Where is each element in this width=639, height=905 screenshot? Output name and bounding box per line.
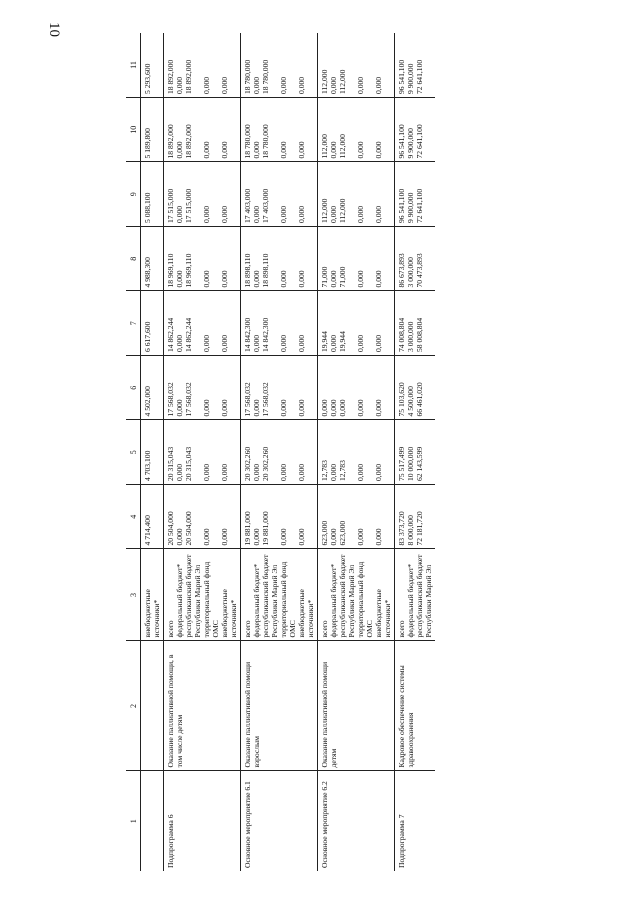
funding-source-label: федеральный бюджет*: [329, 563, 338, 638]
value-column: [164, 485, 241, 550]
value-cell: 0,000: [220, 528, 229, 546]
value-cell: 0,000: [356, 528, 365, 546]
value-cell: 20 504,000: [166, 511, 175, 546]
value-cell: 0,000: [297, 270, 306, 288]
program-code: Основное мероприятие 6.2: [318, 771, 395, 871]
value-cell: 0,000: [329, 334, 338, 352]
value-cell: 12,783: [320, 460, 329, 481]
funding-source-label: республиканский бюджет Республики Марий Эл: [415, 554, 433, 638]
value-cell: 0,000: [374, 270, 383, 288]
value-cell: 75 517,499: [397, 446, 406, 481]
value-cell: 0,000: [297, 76, 306, 94]
value-column: [318, 485, 395, 550]
column-header: 1: [126, 771, 141, 871]
funding-source-label: территориальный фонд ОМС: [202, 561, 220, 638]
value-cell: 0,000: [252, 463, 261, 481]
value-column: [164, 98, 241, 163]
funding-source-label: республиканский бюджет Республики Марий Эл: [338, 554, 356, 638]
value-cell: 0,000: [175, 76, 184, 94]
value-column: [164, 33, 241, 98]
value-cell: 71,000: [338, 266, 347, 288]
value-cell: 0,000: [374, 463, 383, 481]
source-label: внебюджетные источники*: [141, 549, 164, 641]
value-cell: 3 000,000: [406, 257, 415, 288]
value-cell: 0,000: [175, 463, 184, 481]
value-cell: 0,000: [220, 334, 229, 352]
value-cell: 0,000: [279, 399, 288, 417]
value-cell: 112,000: [320, 198, 329, 223]
value-cell: 17 568,032: [243, 382, 252, 417]
value-cell: 0,000: [202, 141, 211, 159]
value-cell: 0,000: [175, 399, 184, 417]
value-column: [318, 162, 395, 227]
value-column: [164, 227, 241, 292]
value-cell: 0,000: [252, 205, 261, 223]
value-cell: 19 881,000: [261, 511, 270, 546]
value-cell: 72 181,720: [415, 511, 424, 546]
value-cell: 3 000,000: [406, 321, 415, 352]
value-cell: 14 842,300: [261, 317, 270, 352]
column-header: 5: [126, 420, 141, 485]
column-header: 2: [126, 641, 141, 771]
column-header: 3: [126, 549, 141, 641]
value-cell: 0,000: [297, 205, 306, 223]
value-cell: 9 900,000: [406, 192, 415, 223]
value-cell: 18 898,110: [243, 253, 252, 288]
value-column: [164, 162, 241, 227]
program-code: Основное мероприятие 6.1: [241, 771, 318, 871]
value-cell: 0,000: [220, 270, 229, 288]
value-cell: 10 000,000: [406, 446, 415, 481]
value-cell: 20 302,260: [261, 446, 270, 481]
value-cell: 0,000: [220, 141, 229, 159]
value-cell: 62 143,599: [415, 446, 424, 481]
value-cell: 0,000: [252, 399, 261, 417]
value-cell: 5 293,600: [141, 33, 164, 98]
value-column: [318, 420, 395, 485]
value-column: [318, 291, 395, 356]
funding-source-label: всего: [320, 620, 329, 638]
funding-source-label: федеральный бюджет*: [406, 563, 415, 638]
value-cell: 0,000: [374, 399, 383, 417]
value-cell: 0,000: [338, 399, 347, 417]
value-cell: 0,000: [374, 141, 383, 159]
value-cell: 0,000: [374, 334, 383, 352]
value-cell: 19 881,000: [243, 511, 252, 546]
value-cell: 623,000: [338, 520, 347, 546]
value-cell: 0,000: [202, 334, 211, 352]
value-cell: 17 515,000: [184, 188, 193, 223]
value-cell: 66 461,020: [415, 382, 424, 417]
value-column: [241, 420, 318, 485]
program-name: Кадровое обеспечение системы здравоохранения: [395, 641, 436, 771]
column-header: 6: [126, 356, 141, 421]
value-cell: 0,000: [329, 463, 338, 481]
value-cell: 9 900,000: [406, 63, 415, 94]
value-cell: 19,944: [320, 331, 329, 352]
value-cell: 0,000: [279, 528, 288, 546]
value-cell: 0,000: [279, 463, 288, 481]
value-cell: 0,000: [279, 205, 288, 223]
funding-sources: [164, 549, 241, 641]
value-cell: 17 515,000: [166, 188, 175, 223]
value-cell: 17 403,000: [261, 188, 270, 223]
value-cell: 0,000: [374, 205, 383, 223]
value-cell: 0,000: [175, 528, 184, 546]
value-cell: 0,000: [356, 463, 365, 481]
value-column: [395, 420, 436, 485]
funding-sources: [318, 549, 395, 641]
program-code: Подпрограмма 7: [395, 771, 436, 871]
value-cell: 0,000: [220, 76, 229, 94]
value-cell: 4 502,000: [141, 356, 164, 421]
value-cell: 0,000: [252, 270, 261, 288]
value-cell: 17 568,032: [261, 382, 270, 417]
value-column: [395, 291, 436, 356]
value-cell: 20 302,260: [243, 446, 252, 481]
value-cell: 17 568,032: [166, 382, 175, 417]
program-name: Оказание паллиативной помощи, в том числе детям: [164, 641, 241, 771]
value-cell: 20 504,000: [184, 511, 193, 546]
value-cell: 5 088,100: [141, 162, 164, 227]
value-cell: 0,000: [175, 270, 184, 288]
value-cell: 0,000: [297, 334, 306, 352]
value-column: [395, 485, 436, 550]
column-header: 11: [126, 33, 141, 98]
value-cell: 14 842,300: [243, 317, 252, 352]
value-cell: 0,000: [279, 141, 288, 159]
value-column: [164, 420, 241, 485]
column-header: 7: [126, 291, 141, 356]
value-cell: 0,000: [329, 270, 338, 288]
program-row: [241, 33, 318, 871]
column-header: 8: [126, 227, 141, 292]
value-cell: 4 500,000: [406, 386, 415, 417]
funding-source-label: внебюджетные источники*: [374, 589, 392, 638]
program-code: Подпрограмма 6: [164, 771, 241, 871]
value-column: [241, 33, 318, 98]
value-cell: 74 008,804: [397, 317, 406, 352]
value-cell: 18 780,000: [261, 124, 270, 159]
value-column: [395, 356, 436, 421]
value-cell: 0,000: [252, 141, 261, 159]
value-cell: 0,000: [356, 270, 365, 288]
value-column: [241, 162, 318, 227]
value-column: [164, 356, 241, 421]
value-cell: 0,000: [297, 528, 306, 546]
value-column: [318, 356, 395, 421]
value-cell: 112,000: [320, 69, 329, 94]
value-column: [395, 227, 436, 292]
funding-source-label: внебюджетные источники*: [297, 589, 315, 638]
value-cell: 6 617,600: [141, 291, 164, 356]
value-cell: 0,000: [175, 205, 184, 223]
value-cell: 0,000: [220, 399, 229, 417]
value-cell: 14 862,244: [184, 317, 193, 352]
value-cell: 0,000: [297, 463, 306, 481]
value-cell: 0,000: [175, 141, 184, 159]
value-cell: 86 673,893: [397, 253, 406, 288]
value-cell: 19,944: [338, 331, 347, 352]
value-cell: 17 568,032: [184, 382, 193, 417]
carry-over-row: [141, 33, 164, 871]
funding-source-label: внебюджетные источники*: [220, 589, 238, 638]
funding-source-label: территориальный фонд ОМС: [356, 561, 374, 638]
value-cell: 96 541,100: [397, 188, 406, 223]
value-cell: 8 000,000: [406, 515, 415, 546]
value-cell: 112,000: [338, 134, 347, 159]
value-cell: 0,000: [220, 205, 229, 223]
funding-source-label: всего: [397, 620, 406, 638]
value-cell: 112,000: [338, 198, 347, 223]
value-cell: 0,000: [374, 76, 383, 94]
value-cell: 0,000: [329, 141, 338, 159]
value-cell: 58 008,804: [415, 317, 424, 352]
value-cell: 18 780,000: [261, 59, 270, 94]
value-cell: 14 862,244: [166, 317, 175, 352]
funding-source-label: республиканский бюджет Республики Марий Эл: [184, 554, 202, 638]
value-cell: 83 373,720: [397, 511, 406, 546]
value-cell: 4 714,400: [141, 485, 164, 550]
value-cell: 0,000: [356, 334, 365, 352]
value-cell: 4 988,300: [141, 227, 164, 292]
value-cell: 75 103,620: [397, 382, 406, 417]
value-cell: 0,000: [329, 399, 338, 417]
value-cell: 0,000: [329, 528, 338, 546]
value-cell: 0,000: [356, 76, 365, 94]
value-cell: 0,000: [329, 205, 338, 223]
value-cell: 0,000: [279, 76, 288, 94]
value-column: [395, 162, 436, 227]
value-cell: 0,000: [220, 463, 229, 481]
value-cell: 0,000: [320, 399, 329, 417]
funding-source-label: республиканский бюджет Республики Марий Эл: [261, 554, 279, 638]
column-header: 10: [126, 98, 141, 163]
value-column: [318, 227, 395, 292]
program-row: [318, 33, 395, 871]
value-cell: 0,000: [297, 141, 306, 159]
value-cell: 12,783: [338, 460, 347, 481]
value-cell: 0,000: [202, 528, 211, 546]
value-column: [164, 291, 241, 356]
value-cell: 0,000: [356, 399, 365, 417]
rotated-table-container: [126, 33, 621, 871]
program-row: [164, 33, 241, 871]
value-cell: 5 189,800: [141, 98, 164, 163]
value-column: [395, 98, 436, 163]
value-column: [241, 227, 318, 292]
value-cell: 18 969,110: [184, 253, 193, 288]
value-cell: 71,000: [320, 266, 329, 288]
value-cell: 18 892,000: [166, 59, 175, 94]
value-cell: 20 315,043: [166, 446, 175, 481]
value-column: [318, 98, 395, 163]
value-cell: 0,000: [356, 205, 365, 223]
value-cell: 112,000: [320, 134, 329, 159]
value-cell: 70 473,893: [415, 253, 424, 288]
funding-sources: [395, 549, 436, 641]
value-cell: 18 780,000: [243, 59, 252, 94]
value-cell: 4 703,100: [141, 420, 164, 485]
funding-table: [126, 33, 435, 871]
value-cell: 0,000: [297, 399, 306, 417]
value-cell: 0,000: [252, 334, 261, 352]
header-row: [126, 33, 141, 871]
value-cell: 0,000: [329, 76, 338, 94]
program-name: Оказание паллиативной помощи взрослым: [241, 641, 318, 771]
value-column: [241, 485, 318, 550]
value-cell: 0,000: [202, 463, 211, 481]
program-row: [395, 33, 436, 871]
value-column: [241, 291, 318, 356]
value-cell: 18 892,000: [184, 59, 193, 94]
value-cell: 72 641,100: [415, 59, 424, 94]
value-cell: 18 892,000: [184, 124, 193, 159]
value-cell: 18 969,110: [166, 253, 175, 288]
funding-source-label: федеральный бюджет*: [175, 563, 184, 638]
value-cell: 72 641,100: [415, 188, 424, 223]
value-cell: 18 780,000: [243, 124, 252, 159]
funding-sources: [241, 549, 318, 641]
funding-source-label: всего: [243, 620, 252, 638]
value-column: [241, 356, 318, 421]
value-cell: 0,000: [175, 334, 184, 352]
program-name: Оказание паллиативной помощи детям: [318, 641, 395, 771]
funding-source-label: федеральный бюджет*: [252, 563, 261, 638]
page-number: 10: [46, 22, 62, 37]
value-cell: 0,000: [356, 141, 365, 159]
value-cell: 96 541,100: [397, 124, 406, 159]
value-cell: 18 898,110: [261, 253, 270, 288]
value-cell: 112,000: [338, 69, 347, 94]
value-cell: 0,000: [202, 270, 211, 288]
value-cell: 72 641,100: [415, 124, 424, 159]
value-column: [241, 98, 318, 163]
value-cell: 18 892,000: [166, 124, 175, 159]
value-cell: 0,000: [252, 76, 261, 94]
value-cell: 0,000: [252, 528, 261, 546]
program-groups: [164, 33, 436, 871]
value-cell: 623,000: [320, 520, 329, 546]
value-column: [395, 33, 436, 98]
value-cell: 0,000: [202, 76, 211, 94]
value-cell: 0,000: [374, 528, 383, 546]
value-cell: 0,000: [279, 270, 288, 288]
value-cell: 96 541,100: [397, 59, 406, 94]
value-cell: 0,000: [202, 205, 211, 223]
value-cell: 20 315,043: [184, 446, 193, 481]
funding-source-label: всего: [166, 620, 175, 638]
column-header: 4: [126, 485, 141, 550]
value-cell: 17 403,000: [243, 188, 252, 223]
value-cell: 0,000: [279, 334, 288, 352]
funding-source-label: территориальный фонд ОМС: [279, 561, 297, 638]
value-cell: 0,000: [202, 399, 211, 417]
value-column: [318, 33, 395, 98]
column-header: 9: [126, 162, 141, 227]
value-cell: 9 900,000: [406, 128, 415, 159]
